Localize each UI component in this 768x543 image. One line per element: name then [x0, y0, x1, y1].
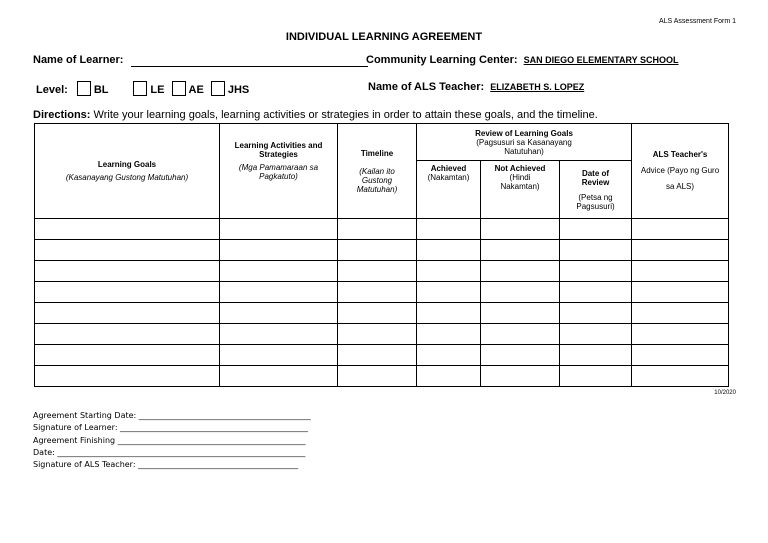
directions-text: Write your learning goals, learning activities or strategies in order to attain these goals, and the timeline.: [90, 109, 598, 121]
learner-name-row: [33, 54, 368, 67]
header-learning-goals: Learning Goals (Kasanayang Gustong Matutuhan): [35, 124, 220, 219]
table-row: [35, 240, 729, 261]
level-label: Level:: [36, 84, 68, 96]
clc-label: Community Learning Center:: [366, 54, 518, 66]
form-revision-date: 10/2020: [714, 390, 736, 396]
level-bl-label: BL: [93, 84, 109, 96]
teacher-label: Name of ALS Teacher:: [368, 81, 485, 93]
table-row: [35, 303, 729, 324]
directions-label: Directions:: [33, 109, 91, 121]
level-jhs-label: JHS: [227, 84, 250, 96]
form-number-tag: ALS Assessment Form 1: [658, 18, 736, 25]
header-not-achieved: Not Achieved (Hindi Nakamtan): [481, 161, 560, 219]
agreement-finishing-line[interactable]: Agreement Finishing _______________________________________________: [33, 436, 306, 445]
learning-agreement-table: [34, 123, 729, 387]
page-title: INDIVIDUAL LEARNING AGREEMENT: [285, 31, 483, 43]
level-le-label: LE: [150, 84, 165, 96]
learner-signature-line[interactable]: Signature of Learner: _______________________________________________: [33, 423, 309, 432]
table-row: [35, 261, 729, 282]
table-row: [35, 345, 729, 366]
learner-name-field[interactable]: [131, 54, 368, 67]
teacher-signature-line[interactable]: Signature of ALS Teacher: ________________________________________: [33, 460, 299, 469]
level-jhs-checkbox[interactable]: [211, 81, 225, 96]
table-row: [35, 366, 729, 387]
header-date-of-review: Date of Review (Petsa ng Pagsusuri): [560, 161, 632, 219]
level-ae-label: AE: [188, 84, 204, 96]
level-ae-checkbox[interactable]: [172, 81, 186, 96]
header-learning-activities: Learning Activities and Strategies (Mga Pamamaraan sa Pagkatuto): [220, 124, 338, 219]
header-teacher-advice: ALS Teacher's Advice (Payo ng Guro sa ALS): [632, 124, 729, 219]
table-row: [35, 219, 729, 240]
clc-value[interactable]: SAN DIEGO ELEMENTARY SCHOOL: [523, 55, 679, 65]
header-achieved: Achieved (Nakamtan): [417, 161, 481, 219]
agreement-starting-date-line[interactable]: Agreement Starting Date: ___________________________________________: [33, 411, 311, 420]
level-bl-checkbox[interactable]: [77, 81, 91, 96]
finishing-date-line[interactable]: Date: ______________________________________________________________: [33, 448, 306, 457]
header-review-of-learning-goals: Review of Learning Goals (Pagsusuri sa Kasanayang Natutuhan): [417, 124, 632, 161]
level-le-checkbox[interactable]: [133, 81, 147, 96]
table-body: [35, 219, 729, 387]
teacher-name-row: [368, 81, 584, 93]
learner-name-label: Name of Learner:: [33, 54, 124, 66]
community-learning-center-row: [366, 54, 679, 66]
teacher-value[interactable]: ELIZABETH S. LOPEZ: [490, 82, 585, 92]
directions: [33, 109, 598, 121]
table-row: [35, 282, 729, 303]
level-row: [36, 81, 249, 96]
table-row: [35, 324, 729, 345]
header-timeline: Timeline (Kailan ito Gustong Matutuhan): [338, 124, 417, 219]
